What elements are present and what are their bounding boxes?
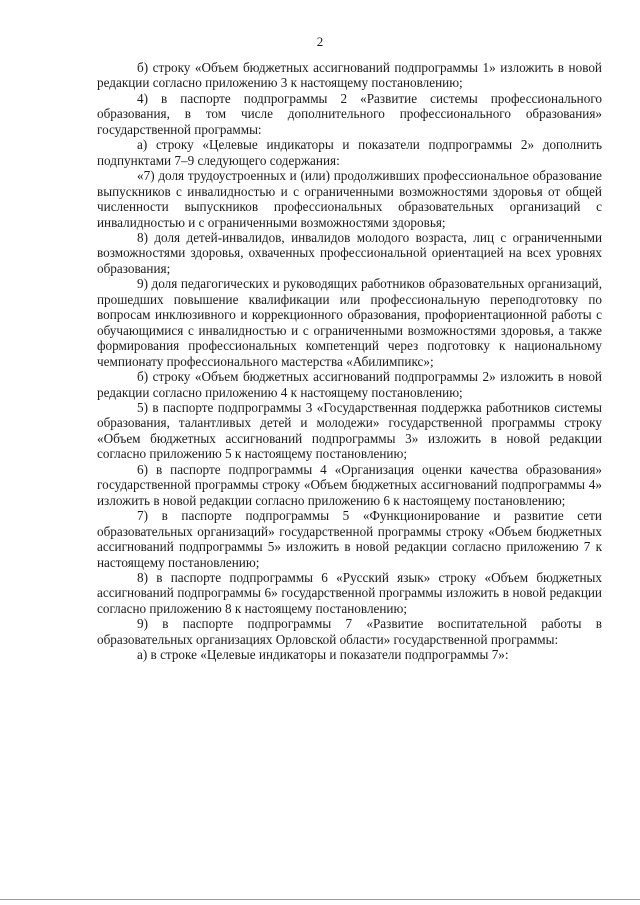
bottom-divider: [0, 899, 640, 900]
paragraph-6-subprogram-4: 6) в паспорте подпрограммы 4 «Организация оценки качества образования» государственной программы строку «Объем бюджетных ассигнований подпрограммы 4» изложить в новой редакции согласно приложению 6 к настоящему постановлению;: [97, 461, 602, 508]
paragraph-indicator-7: «7) доля трудоустроенных и (или) продолживших профессиональное образование выпускников с инвалидностью и с ограниченными возможностями здоровья от общей численности выпускников профессиональных образовательных организаций с инвалидностью и с ограниченными возможностями здоровья;: [97, 168, 602, 230]
paragraph-4b-budget-subprogram-2: б) строку «Объем бюджетных ассигнований подпрограммы 2» изложить в новой редакции согласно приложению 4 к настоящему постановлению;: [97, 369, 602, 400]
paragraph-4-subprogram-2-passport: 4) в паспорте подпрограммы 2 «Развитие системы профессионального образования, в том числе дополнительного профессионального образования» государственной программы:: [97, 90, 602, 137]
paragraph-8-subprogram-6: 8) в паспорте подпрограммы 6 «Русский язык» строку «Объем бюджетных ассигнований подпрограммы 6» государственной программы изложить в новой редакции согласно приложению 8 к настоящему постановлению;: [97, 569, 602, 616]
document-body: [97, 60, 602, 663]
paragraph-5-subprogram-3: 5) в паспорте подпрограммы 3 «Государственная поддержка работников системы образования, талантливых детей и молодежи» государственной программы строку «Объем бюджетных ассигнований подпрограммы 3» изложить в новой редакции согласно приложению 5 к настоящему постановлению;: [97, 399, 602, 462]
paragraph-9-subprogram-7: 9) в паспорте подпрограммы 7 «Развитие воспитательной работы в образовательных организациях Орловской области» государственной программы:: [97, 616, 602, 647]
page-number: 2: [316, 34, 324, 49]
paragraph-7-subprogram-5: 7) в паспорте подпрограммы 5 «Функционирование и развитие сети образовательных организаций» государственной программы строку «Объем бюджетных ассигнований подпрограммы 5» изложить в новой редакции согласно приложению 7 к настоящему постановлению;: [97, 508, 602, 570]
paragraph-4a-indicators: а) строку «Целевые индикаторы и показатели подпрограммы 2» дополнить подпунктами 7–9 следующего содержания:: [97, 137, 602, 168]
paragraph-indicator-9: 9) доля педагогических и руководящих работников образовательных организаций, прошедших повышение квалификации или профессиональную переподготовку по вопросам инклюзивного и коррекционного образования, профориентационной работы с обучающимися с инвалидностью и с ограниченными возможностями здоровья, а также формирования профессиональных компетенций через подготовку к национальному чемпионату профессионального мастерства «Абилимпикс»;: [97, 276, 602, 369]
paragraph-9a-indicators-subprogram-7: а) в строке «Целевые индикаторы и показатели подпрограммы 7»:: [137, 647, 509, 663]
paragraph-1b-budget-subprogram-1: б) строку «Объем бюджетных ассигнований подпрограммы 1» изложить в новой редакции согласно приложению 3 к настоящему постановлению;: [97, 60, 602, 91]
paragraph-indicator-8: 8) доля детей-инвалидов, инвалидов молодого возраста, лиц с ограниченными возможностями здоровья, охваченных профессиональной ориентацией на всех уровнях образования;: [97, 229, 602, 276]
